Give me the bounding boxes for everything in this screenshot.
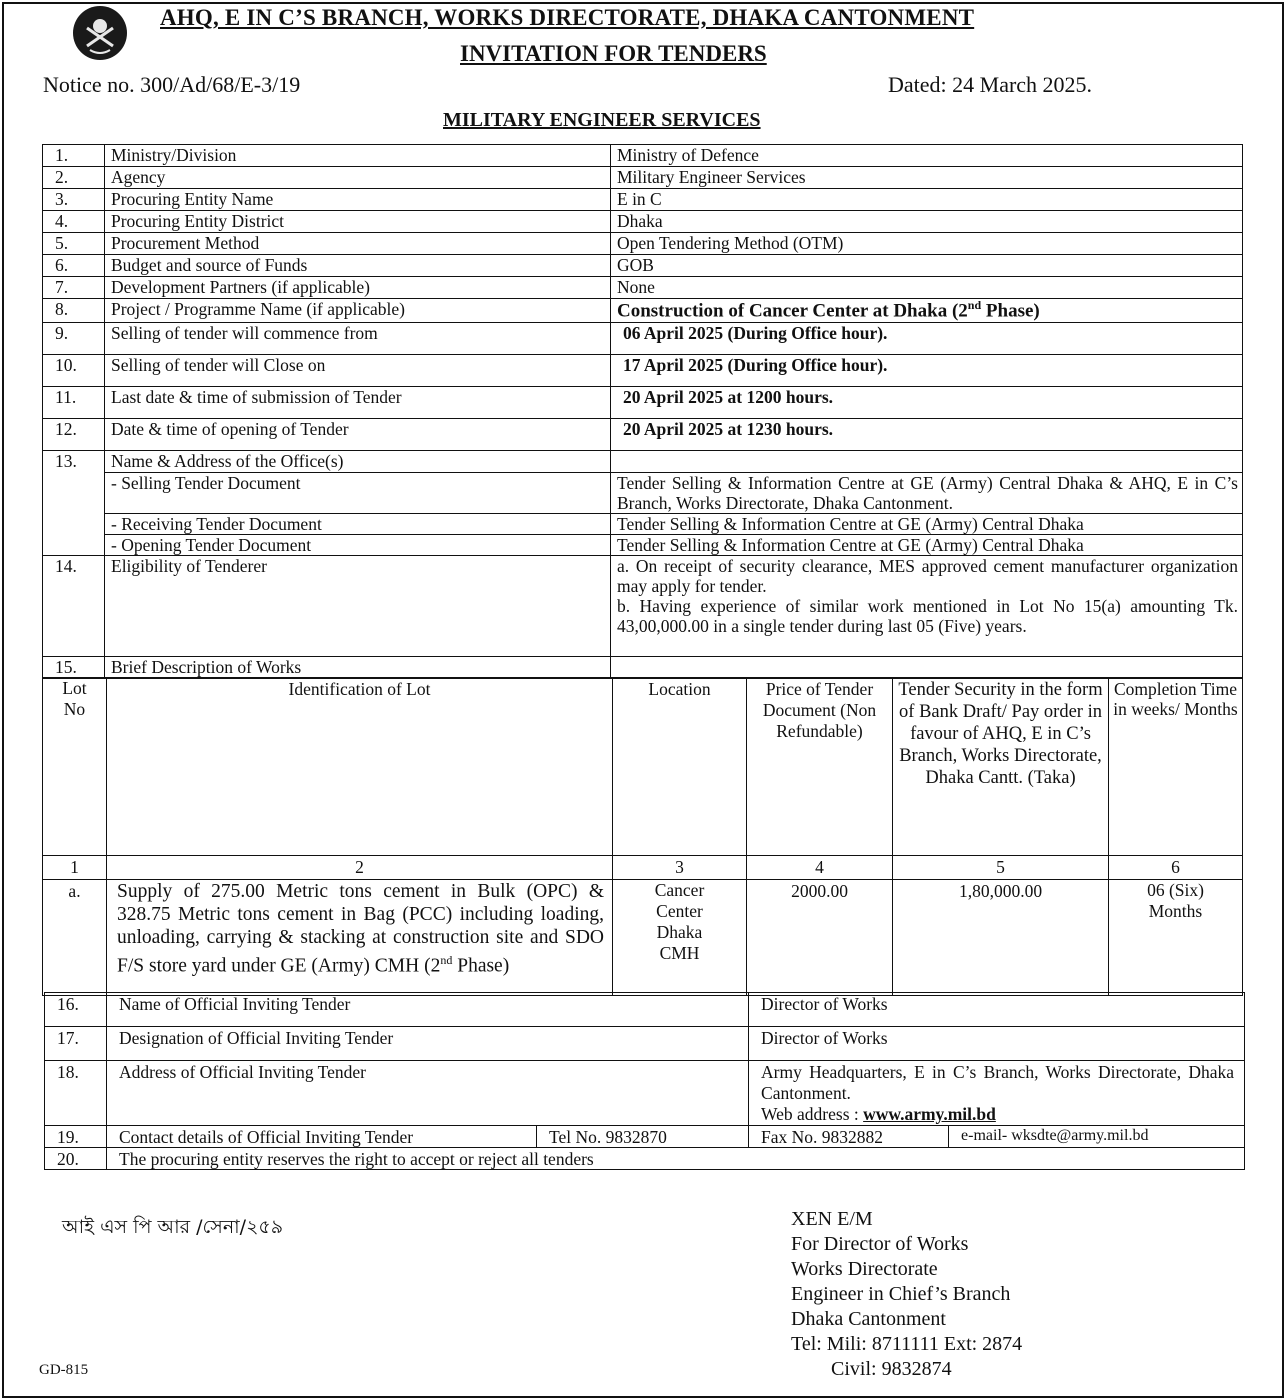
lot-identification-suffix: Phase) (452, 955, 510, 977)
signature-block (791, 1207, 1022, 1382)
signature-line: For Director of Works (791, 1233, 969, 1255)
lot-security: 1,80,000.00 (893, 880, 1109, 996)
row-number: 7. (43, 277, 105, 299)
row-value: Director of Works (749, 1027, 1245, 1061)
table-row (43, 323, 1243, 355)
tender-details-table (42, 144, 1243, 679)
row-value (611, 451, 1243, 473)
row-label: Name & Address of the Office(s) (105, 451, 611, 473)
table-row (45, 993, 1245, 1027)
table-row (43, 211, 1243, 233)
row-number: 13. (43, 451, 105, 556)
row-value: Military Engineer Services (611, 167, 1243, 189)
row-value: 20 April 2025 at 1200 hours. (611, 387, 1243, 419)
table-row (43, 299, 1243, 323)
row-number: 8. (43, 299, 105, 323)
row-value: Tender Selling & Information Centre at GE (Army) Central Dhaka (611, 514, 1243, 535)
row-label: Selling of tender will commence from (105, 323, 611, 355)
table-row (43, 880, 1243, 996)
table-row (43, 535, 1243, 556)
col-number: 3 (613, 856, 747, 880)
project-name-text: Construction of Cancer Center at Dhaka (2 (617, 300, 968, 322)
row-value (611, 556, 1243, 657)
official-details-table (44, 992, 1245, 1170)
table-row (43, 514, 1243, 535)
col-number: 4 (747, 856, 893, 880)
row-value: Ministry of Defence (611, 145, 1243, 167)
document-code: GD-815 (39, 1362, 89, 1378)
army-emblem-icon (73, 6, 127, 60)
lot-identification-text: Supply of 275.00 Metric tons cement in Bulk (OPC) & 328.75 Metric tons cement in Bag (PCC) including loading, unloading, carrying & stacking at construction site and SDO F/S store yard under GE (Army) CMH (2 (117, 881, 604, 977)
row-label: Brief Description of Works (105, 657, 611, 678)
row-label: The procuring entity reserves the right to accept or reject all tenders (107, 1148, 1245, 1170)
project-name-suffix: Phase) (981, 300, 1040, 322)
table-row (43, 355, 1243, 387)
page-subtitle: INVITATION FOR TENDERS (460, 41, 767, 66)
table-row (43, 451, 1243, 473)
row-number: 17. (45, 1027, 107, 1061)
row-label: - Opening Tender Document (105, 535, 611, 556)
row-number: 11. (43, 387, 105, 419)
contact-email: e-mail- wksdte@army.mil.bd (949, 1126, 1245, 1148)
lot-completion: 06 (Six) Months (1109, 880, 1243, 996)
row-number: 15. (43, 657, 105, 678)
lot-identification-sup: nd (440, 953, 453, 967)
row-value: Open Tendering Method (OTM) (611, 233, 1243, 255)
table-row (43, 556, 1243, 657)
lot-identification (107, 880, 613, 996)
signature-line: Tel: Mili: 8711111 Ext: 2874 (791, 1333, 1023, 1355)
table-row (43, 657, 1243, 678)
signature-line: Engineer in Chief’s Branch (791, 1283, 1011, 1305)
table-row (43, 387, 1243, 419)
signature-line: Dhaka Cantonment (791, 1308, 946, 1330)
row-value: Tender Selling & Information Centre at GE (Army) Central Dhaka (611, 535, 1243, 556)
row-label: Date & time of opening of Tender (105, 419, 611, 451)
page-title: AHQ, E IN C’S BRANCH, WORKS DIRECTORATE, DHAKA CANTONMENT (160, 5, 975, 30)
works-lot-table (42, 677, 1243, 996)
row-value: Dhaka (611, 211, 1243, 233)
row-label: Contact details of Official Inviting Tender (107, 1126, 537, 1148)
row-label: Designation of Official Inviting Tender (107, 1027, 749, 1061)
row-number: 10. (43, 355, 105, 387)
row-label: Last date & time of submission of Tender (105, 387, 611, 419)
row-number: 16. (45, 993, 107, 1027)
row-number: 5. (43, 233, 105, 255)
row-label: Procurement Method (105, 233, 611, 255)
col-header-completion: Completion Time in weeks/ Months (1109, 678, 1243, 856)
row-label: Eligibility of Tenderer (105, 556, 611, 657)
row-label: Ministry/Division (105, 145, 611, 167)
bangla-reference: আই এস পি আর /সেনা/২৫৯ (62, 1216, 284, 1238)
web-address-link[interactable]: www.army.mil.bd (863, 1104, 996, 1124)
row-value: None (611, 277, 1243, 299)
table-row (43, 189, 1243, 211)
col-number: 1 (43, 856, 107, 880)
table-row (43, 167, 1243, 189)
lot-location: Cancer Center Dhaka CMH (613, 880, 747, 996)
table-row (43, 233, 1243, 255)
row-label: Name of Official Inviting Tender (107, 993, 749, 1027)
row-label: - Receiving Tender Document (105, 514, 611, 535)
row-label: Project / Programme Name (if applicable) (105, 299, 611, 323)
row-label: Address of Official Inviting Tender (107, 1061, 749, 1126)
table-row (45, 1126, 1245, 1148)
col-number: 5 (893, 856, 1109, 880)
column-number-row (43, 856, 1243, 880)
table-row (45, 1061, 1245, 1126)
table-row (45, 1027, 1245, 1061)
col-header-security: Tender Security in the form of Bank Draft/ Pay order in favour of AHQ, E in C’s Branch, Works Directorate, Dhaka Cantt. (Taka) (893, 678, 1109, 856)
signature-line: Civil: 9832874 (791, 1358, 952, 1380)
table-header-row (43, 678, 1243, 856)
row-number: 4. (43, 211, 105, 233)
row-value (611, 657, 1243, 678)
row-label: Procuring Entity District (105, 211, 611, 233)
row-value: 20 April 2025 at 1230 hours. (611, 419, 1243, 451)
row-value: 17 April 2025 (During Office hour). (611, 355, 1243, 387)
project-name (611, 299, 1243, 323)
signature-line: XEN E/M (791, 1208, 873, 1230)
table-row (43, 473, 1243, 514)
row-label: Procuring Entity Name (105, 189, 611, 211)
eligibility-b: b. Having experience of similar work mentioned in Lot No 15(a) amounting Tk. 43,00,000.00 in a single tender during last 05 (Five) years. (617, 596, 1238, 637)
row-number: 3. (43, 189, 105, 211)
col-header-location: Location (613, 678, 747, 856)
table-row (43, 419, 1243, 451)
row-number: 1. (43, 145, 105, 167)
section-heading: MILITARY ENGINEER SERVICES (443, 109, 761, 131)
row-number: 20. (45, 1148, 107, 1170)
col-header-identification: Identification of Lot (107, 678, 613, 856)
row-value: Director of Works (749, 993, 1245, 1027)
office-address: Army Headquarters, E in C’s Branch, Works Directorate, Dhaka Cantonment. (761, 1062, 1235, 1103)
row-value (749, 1061, 1245, 1126)
row-value: Tender Selling & Information Centre at GE (Army) Central Dhaka & AHQ, E in C’s Branch, Works Directorate, Dhaka Cantonment. (611, 473, 1243, 514)
row-number: 12. (43, 419, 105, 451)
row-number: 9. (43, 323, 105, 355)
notice-number: Notice no. 300/Ad/68/E-3/19 (43, 72, 301, 97)
row-label: Selling of tender will Close on (105, 355, 611, 387)
row-number: 6. (43, 255, 105, 277)
col-header-price: Price of Tender Document (Non Refundable) (747, 678, 893, 856)
row-value: GOB (611, 255, 1243, 277)
project-name-sup: nd (967, 298, 982, 312)
lot-number: a. (43, 880, 107, 996)
row-number: 2. (43, 167, 105, 189)
row-value: 06 April 2025 (During Office hour). (611, 323, 1243, 355)
row-label: Agency (105, 167, 611, 189)
web-address-label: Web address : (761, 1104, 864, 1124)
contact-tel: Tel No. 9832870 (537, 1126, 749, 1148)
table-row (43, 145, 1243, 167)
row-number: 19. (45, 1126, 107, 1148)
signature-line: Works Directorate (791, 1258, 938, 1280)
table-row (45, 1148, 1245, 1170)
eligibility-a: a. On receipt of security clearance, MES approved cement manufacturer organization may apply for tender. (617, 556, 1238, 597)
lot-price: 2000.00 (747, 880, 893, 996)
col-number: 6 (1109, 856, 1243, 880)
row-value: E in C (611, 189, 1243, 211)
table-row (43, 277, 1243, 299)
row-label: Development Partners (if applicable) (105, 277, 611, 299)
col-number: 2 (107, 856, 613, 880)
col-header-lot: Lot No (43, 678, 107, 856)
notice-date: Dated: 24 March 2025. (888, 72, 1093, 97)
row-number: 14. (43, 556, 105, 657)
row-label: Budget and source of Funds (105, 255, 611, 277)
table-row (43, 255, 1243, 277)
row-number: 18. (45, 1061, 107, 1126)
row-label: - Selling Tender Document (105, 473, 611, 514)
contact-fax: Fax No. 9832882 (749, 1126, 949, 1148)
